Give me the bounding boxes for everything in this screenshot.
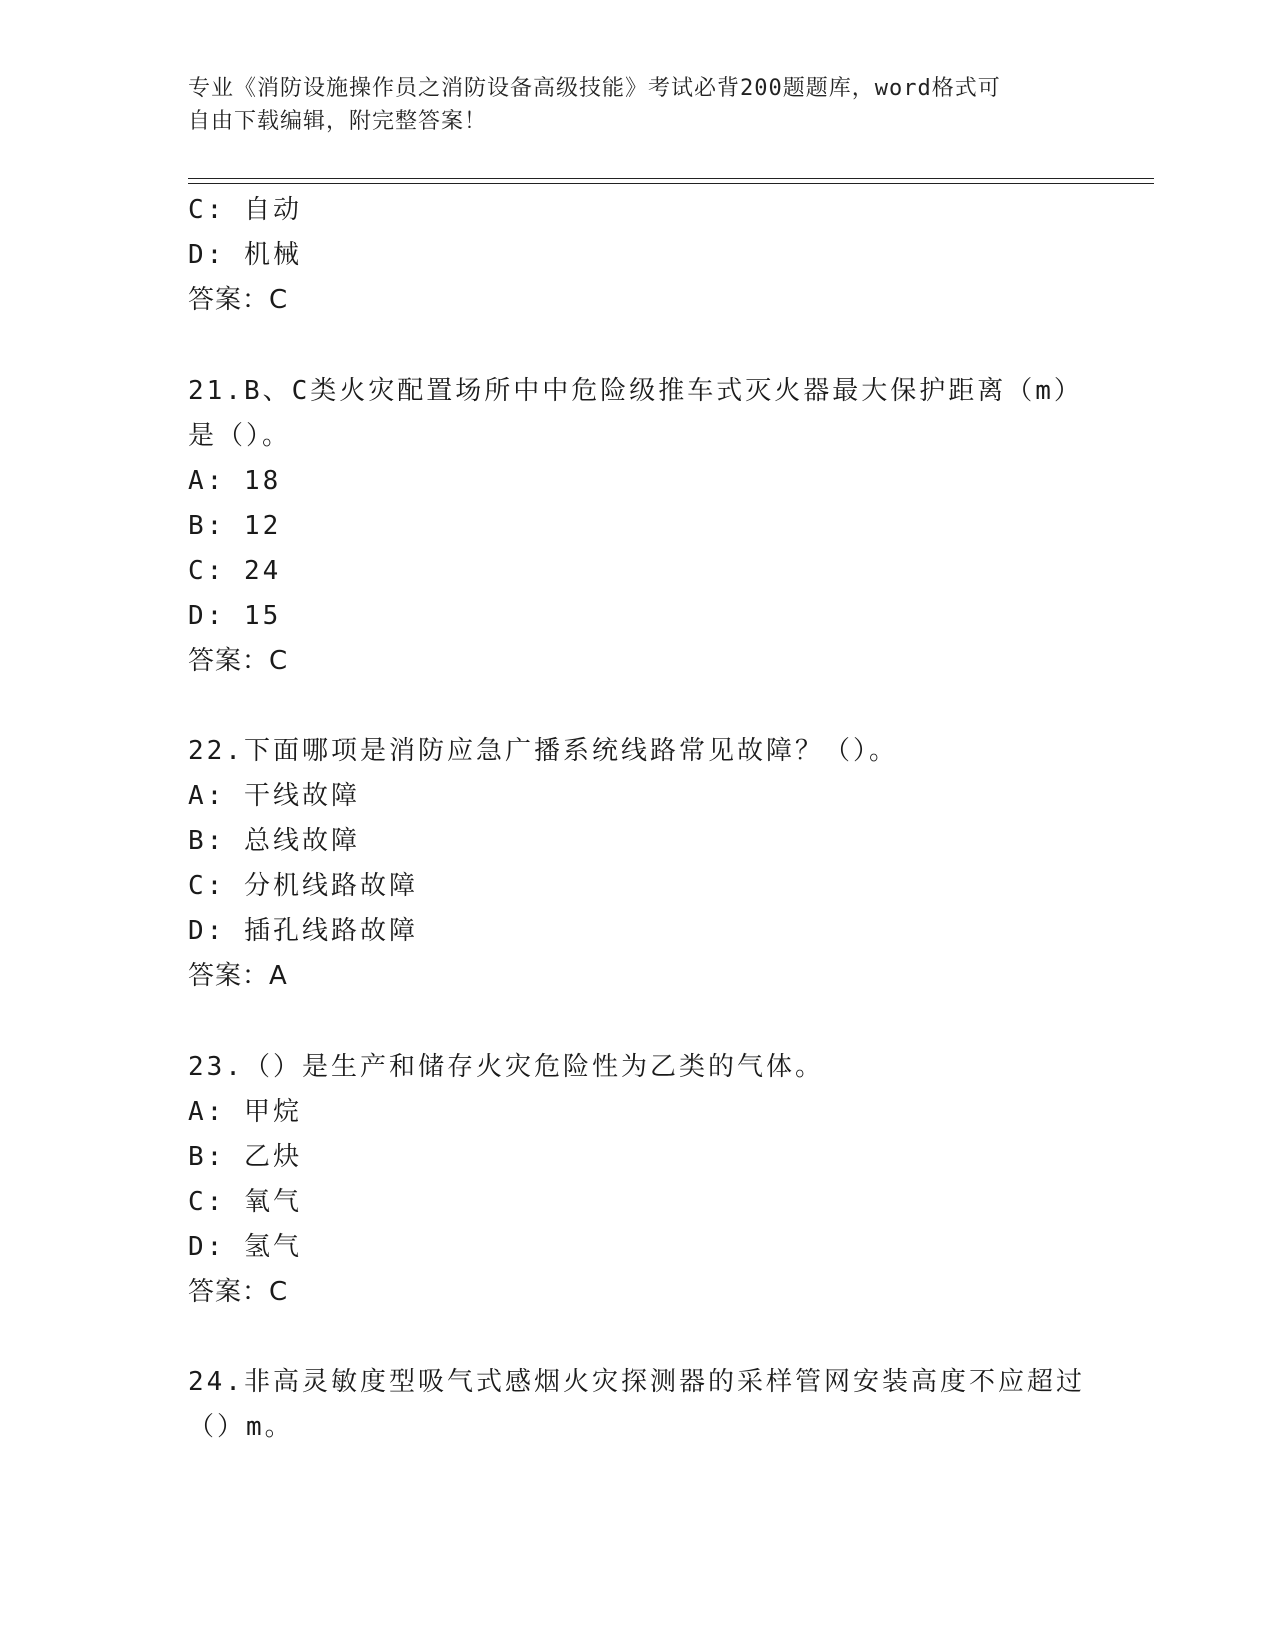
option-c: C: 24 bbox=[188, 556, 282, 586]
option-d: D: 插孔线路故障 bbox=[188, 916, 418, 946]
question-stem: 24.非高灵敏度型吸气式感烟火灾探测器的采样管网安装高度不应超过 bbox=[188, 1367, 1085, 1397]
option-b: B: 总线故障 bbox=[188, 826, 360, 856]
option-a: A: 甲烷 bbox=[188, 1097, 302, 1127]
option-d: D: 氢气 bbox=[188, 1232, 302, 1262]
option-b: B: 乙炔 bbox=[188, 1142, 302, 1172]
header-divider-top bbox=[188, 178, 1154, 179]
header-line-2: 自由下载编辑，附完整答案！ bbox=[188, 109, 488, 134]
question-stem: 22.下面哪项是消防应急广播系统线路常见故障？（）。 bbox=[188, 736, 898, 766]
answer-line: 答案：C bbox=[188, 285, 289, 315]
header-divider-bottom bbox=[188, 183, 1154, 184]
question-stem: 21.B、C类火灾配置场所中中危险级推车式灭火器最大保护距离（m） bbox=[188, 376, 1083, 406]
option-a: A: 18 bbox=[188, 466, 282, 496]
question-stem-continued: （）m。 bbox=[188, 1412, 294, 1442]
option-d: D: 机械 bbox=[188, 240, 302, 270]
question-stem-continued: 是（）。 bbox=[188, 421, 292, 451]
option-c: C: 分机线路故障 bbox=[188, 871, 418, 901]
answer-line: 答案：A bbox=[188, 961, 288, 991]
answer-line: 答案：C bbox=[188, 1277, 289, 1307]
option-a: A: 干线故障 bbox=[188, 781, 360, 811]
header-line-1: 专业《消防设施操作员之消防设备高级技能》考试必背200题题库，word格式可 bbox=[188, 76, 1001, 101]
question-stem: 23.（）是生产和储存火灾危险性为乙类的气体。 bbox=[188, 1052, 824, 1082]
option-b: B: 12 bbox=[188, 511, 282, 541]
option-c: C: 自动 bbox=[188, 195, 302, 225]
answer-line: 答案：C bbox=[188, 646, 289, 676]
option-d: D: 15 bbox=[188, 601, 282, 631]
option-c: C: 氧气 bbox=[188, 1187, 302, 1217]
document-header bbox=[188, 72, 1088, 138]
